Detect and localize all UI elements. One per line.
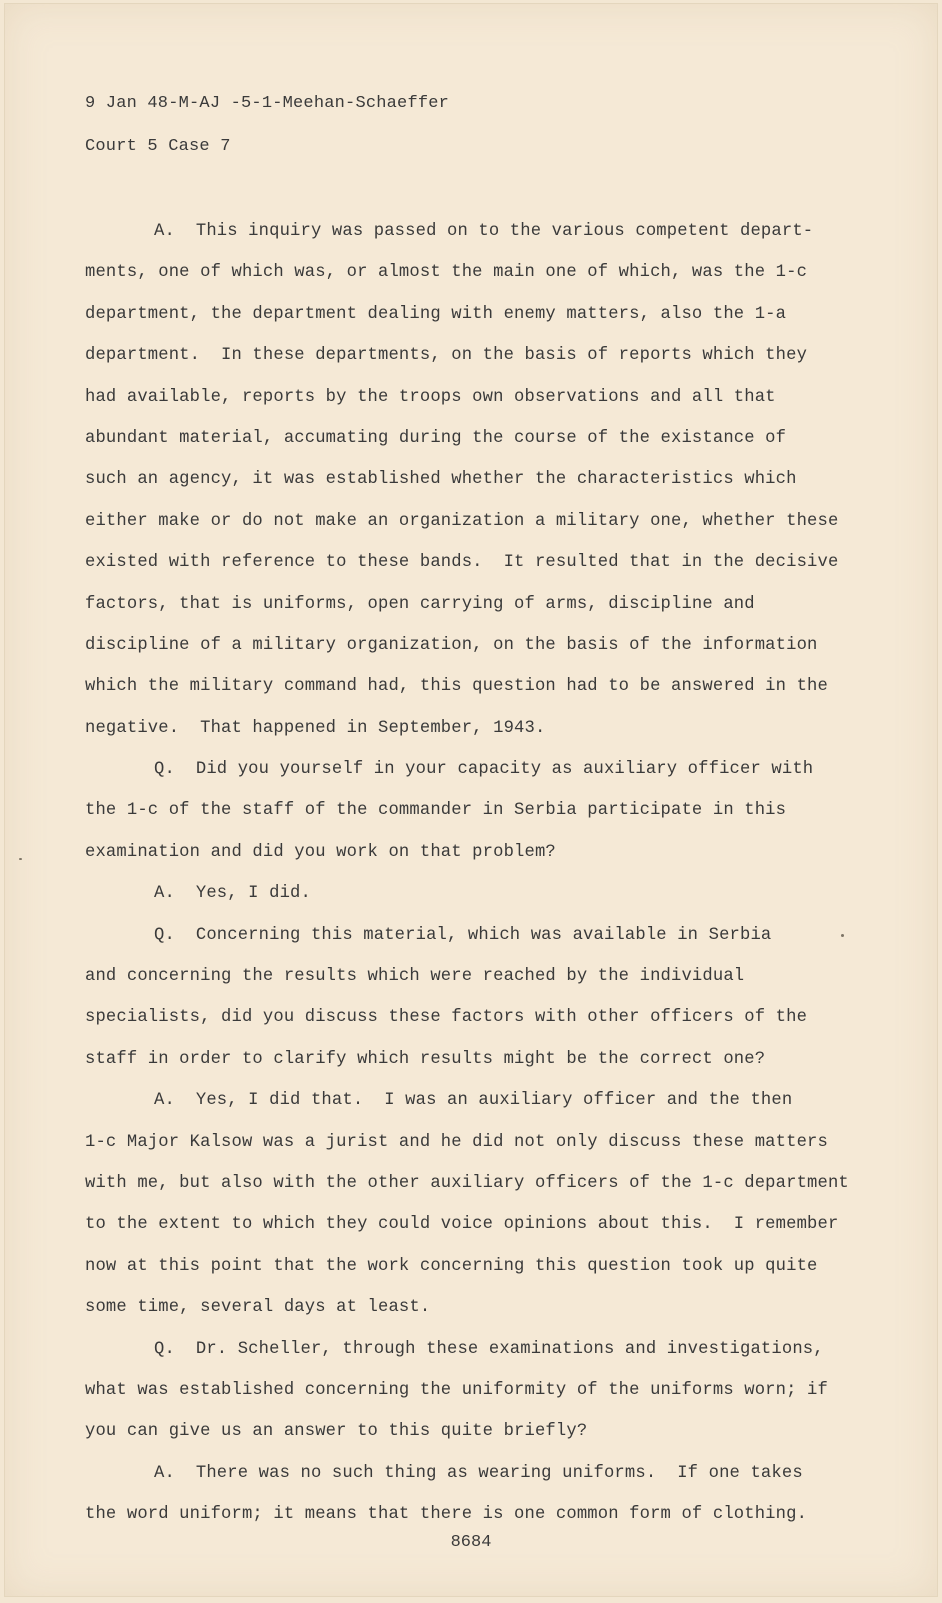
transcript-line: to the extent to which they could voice opinions about this. I remember bbox=[85, 1215, 839, 1235]
transcript-line: the word uniform; it means that there is one common form of clothing. bbox=[85, 1505, 808, 1525]
document-page bbox=[4, 3, 938, 1597]
transcript-line: examination and did you work on that problem? bbox=[85, 842, 556, 862]
transcript-line: staff in order to clarify which results might be the correct one? bbox=[85, 1049, 766, 1069]
transcript-line: existed with reference to these bands. It resulted that in the decisive bbox=[85, 553, 839, 573]
transcript-line: with me, but also with the other auxiliary officers of the 1-c department bbox=[85, 1173, 849, 1193]
transcript-line: which the military command had, this question had to be answered in the bbox=[85, 677, 828, 697]
transcript-line: A. There was no such thing as wearing uniforms. If one takes bbox=[154, 1463, 803, 1483]
transcript-line: factors, that is uniforms, open carrying of arms, discipline and bbox=[85, 594, 755, 614]
transcript-line: Q. Concerning this material, which was available in Serbia bbox=[154, 925, 772, 945]
paper-speck bbox=[841, 934, 844, 937]
transcript-line: negative. That happened in September, 1943. bbox=[85, 718, 546, 738]
transcript-line: specialists, did you discuss these factors with other officers of the bbox=[85, 1008, 808, 1028]
transcript-line: Q. Did you yourself in your capacity as auxiliary officer with bbox=[154, 760, 814, 780]
transcript-line: Q. Dr. Scheller, through these examinations and investigations, bbox=[154, 1339, 824, 1359]
transcript-line: department, the department dealing with enemy matters, also the 1-a bbox=[85, 304, 787, 324]
transcript-line: discipline of a military organization, on the basis of the information bbox=[85, 635, 818, 655]
transcript-line: some time, several days at least. bbox=[85, 1298, 431, 1318]
transcript-line: either make or do not make an organization a military one, whether these bbox=[85, 511, 839, 531]
transcript-line: abundant material, accumating during the course of the existance of bbox=[85, 428, 787, 448]
transcript-line: A. This inquiry was passed on to the various competent depart- bbox=[154, 222, 814, 241]
court-case-line: Court 5 Case 7 bbox=[85, 137, 231, 156]
transcript-line: now at this point that the work concerning this question took up quite bbox=[85, 1256, 818, 1276]
transcript-line: what was established concerning the uniformity of the uniforms worn; if bbox=[85, 1380, 828, 1400]
transcript-line: A. Yes, I did. bbox=[154, 884, 311, 904]
transcript-line: 1-c Major Kalsow was a jurist and he did not only discuss these matters bbox=[85, 1132, 828, 1152]
transcript-line: the 1-c of the staff of the commander in Serbia participate in this bbox=[85, 801, 787, 821]
page-number: 8684 bbox=[450, 1533, 492, 1552]
transcript-line: department. In these departments, on the basis of reports which they bbox=[85, 346, 808, 366]
transcript-line: had available, reports by the troops own observations and all that bbox=[85, 387, 776, 407]
transcript-line: ments, one of which was, or almost the main one of which, was the 1-c bbox=[85, 263, 808, 283]
transcript-body bbox=[85, 211, 915, 1536]
transcript-line: A. Yes, I did that. I was an auxiliary officer and the then bbox=[154, 1091, 793, 1111]
document-reference-line: 9 Jan 48-M-AJ -5-1-Meehan-Schaeffer bbox=[85, 94, 450, 113]
transcript-line: such an agency, it was established whether the characteristics which bbox=[85, 470, 797, 490]
paper-speck bbox=[19, 858, 22, 860]
transcript-line: and concerning the results which were reached by the individual bbox=[85, 967, 745, 987]
transcript-line: you can give us an answer to this quite briefly? bbox=[85, 1422, 588, 1442]
